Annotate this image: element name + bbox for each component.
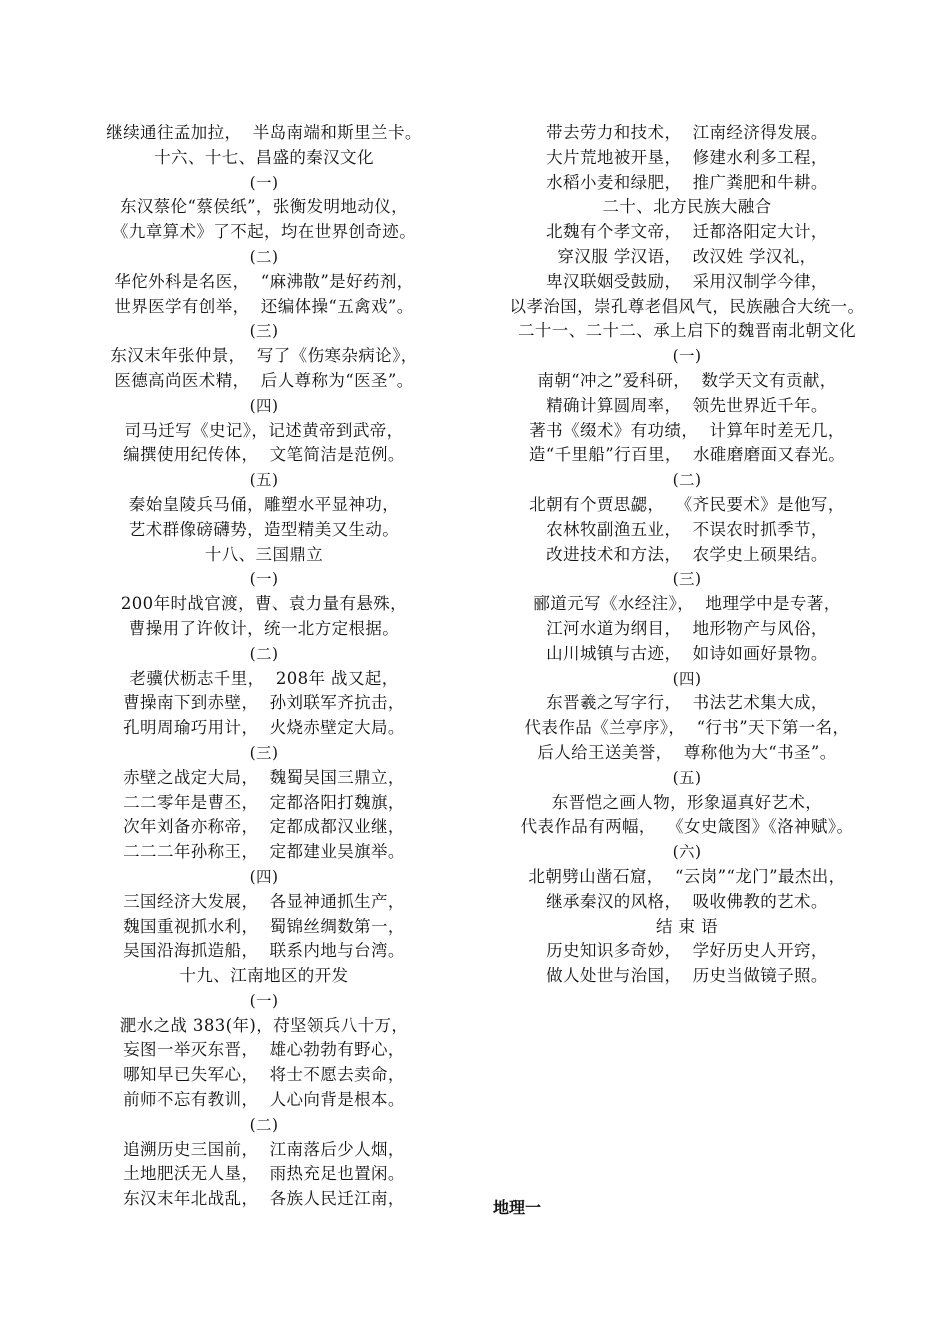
text-line: 穿汉服 学汉语， 改汉姓 学汉礼， (557, 246, 817, 266)
text-line: 曹操用了许攸计，统一北方定根据。 (128, 618, 400, 638)
text-line: 司马迁写《史记》，记述黄帝到武帝， (124, 420, 404, 440)
text-line: 著书《缀术》有功绩， 计算年时差无几， (529, 420, 845, 440)
text-line: 前师不忘有教训， 人心向背是根本。 (123, 1090, 405, 1110)
text-line: 大片荒地被开垦， 修建水利多工程， (546, 147, 828, 167)
text-line: 华佗外科是名医， “麻沸散”是好药剂， (114, 271, 414, 291)
text-line: 卑汉联姻受鼓励， 采用汉制学今律， (546, 271, 828, 291)
text-line: (四) (672, 669, 702, 688)
text-line: 东晋恺之画人物，形象逼真好艺术， (551, 792, 823, 812)
text-line: 结 束 语 (656, 916, 718, 936)
text-line: 十八、三国鼎立 (204, 544, 324, 564)
text-line: 妄图一举灭东晋， 雄心勃勃有野心， (123, 1040, 405, 1060)
text-line: 世界医学有创举， 还编体操“五禽戏”。 (114, 296, 414, 316)
text-line: 造“千里船”行百里， 水碓磨磨面又春光。 (528, 445, 846, 465)
text-line: 代表作品有两幅， 《女史箴图》《洛神赋》。 (520, 817, 854, 837)
text-line: 魏国重视抓水利， 蜀锦丝绸数第一， (123, 916, 405, 936)
text-line: (二) (249, 644, 279, 663)
text-line: 郦道元写《水经注》， 地理学中是专著， (533, 594, 841, 614)
text-line: 江河水道为纲目， 地形物产与风俗， (546, 618, 828, 638)
text-line: (五) (672, 768, 702, 787)
text-line: 淝水之战 383(年)，苻坚领兵八十万， (119, 1015, 409, 1035)
text-line: 医德高尚医术精， 后人尊称为“医圣”。 (114, 370, 414, 390)
text-line: 北魏有个孝文帝， 迁都洛阳定大计， (546, 222, 828, 242)
text-line: 东汉末年张仲景， 写了《伤寒杂病论》， (110, 346, 418, 366)
text-line: 改进技术和方法， 农学史上硕果结。 (546, 544, 828, 564)
text-line: (三) (672, 570, 702, 589)
text-line: 孔明周瑜巧用计， 火烧赤壁定大局。 (123, 718, 405, 738)
text-line: 东汉末年北战乱， 各族人民迁江南， (123, 1189, 405, 1209)
text-line: (一) (672, 347, 702, 366)
text-line: 山川城镇与古迹， 如诗如画好景物。 (546, 643, 828, 663)
text-line: 北朝劈山凿石窟， “云岗”“龙门”最杰出， (528, 866, 846, 886)
text-line: (一) (249, 173, 279, 192)
text-line: 北朝有个贾思勰， 《齐民要术》是他写， (529, 494, 845, 514)
text-line: 二二二年孙称王， 定都建业吴旗举。 (123, 842, 405, 862)
text-line: 哪知早已失军心， 将士不愿去卖命， (123, 1065, 405, 1085)
text-line: (四) (249, 396, 279, 415)
text-line: 精确计算圆周率， 领先世界近千年。 (546, 395, 828, 415)
text-line: 带去劳力和技术， 江南经济得发展。 (546, 123, 828, 142)
text-line: 十九、江南地区的开发 (179, 966, 349, 986)
left-text-column (72, 121, 456, 1212)
text-line: (一) (249, 570, 279, 589)
text-line: 以孝治国，崇孔尊老倡风气，民族融合大统一。 (509, 296, 865, 316)
text-line: (四) (249, 867, 279, 886)
text-line: 土地肥沃无人垦， 雨热充足也置闲。 (123, 1164, 405, 1184)
text-line: 十六、十七、昌盛的秦汉文化 (154, 147, 374, 167)
text-line: 东汉蔡伦“蔡侯纸”，张衡发明地动仪， (119, 197, 409, 217)
text-line: 历史知识多奇妙， 学好历史人开窍， (546, 941, 828, 961)
text-line: 农林牧副渔五业， 不误农时抓季节， (546, 519, 828, 539)
text-line: 水稻小麦和绿肥， 推广粪肥和牛耕。 (546, 172, 828, 192)
text-line: 二十一、二十二、承上启下的魏晋南北朝文化 (518, 321, 856, 341)
text-line: 南朝“冲之”爱科研， 数学天文有贡献， (537, 370, 837, 390)
text-line: 追溯历史三国前， 江南落后少人烟， (123, 1139, 405, 1159)
right-text-column (491, 121, 883, 989)
text-line: 艺术群像磅礴势，造型精美又生动。 (128, 519, 400, 539)
text-line: (六) (672, 843, 702, 862)
text-line: (二) (249, 247, 279, 266)
text-line: 东晋羲之写字行， 书法艺术集大成， (546, 693, 828, 713)
text-line: 《九章算术》了不起，均在世界创奇迹。 (111, 222, 417, 242)
text-line: (二) (672, 471, 702, 490)
text-line: (一) (249, 991, 279, 1010)
text-line: 赤壁之战定大局， 魏蜀吴国三鼎立， (123, 767, 405, 787)
section-label-geography: 地理一 (493, 1198, 542, 1217)
text-line: 二二零年是曹丕， 定都洛阳打魏旗， (123, 792, 405, 812)
text-line: 吴国沿海抓造船， 联系内地与台湾。 (123, 941, 405, 961)
text-line: 继续通往孟加拉， 半岛南端和斯里兰卡。 (106, 123, 422, 142)
text-line: 老骥伏枥志千里， 208年 战又起， (129, 668, 399, 688)
text-line: 二十、北方民族大融合 (602, 197, 772, 217)
text-line: 做人处世与治国， 历史当做镜子照。 (546, 966, 828, 986)
text-line: (五) (249, 471, 279, 490)
text-line: 代表作品《兰亭序》， “行书”天下第一名， (524, 718, 850, 738)
text-line: 次年刘备亦称帝， 定都成都汉业继， (123, 817, 405, 837)
text-line: 秦始皇陵兵马俑，雕塑水平显神功， (128, 494, 400, 514)
text-line: 三国经济大发展， 各显神通抓生产， (123, 891, 405, 911)
text-line: 后人给王送美誉， 尊称他为大“书圣”。 (537, 742, 837, 762)
text-line: 200年时战官渡，曹、袁力量有悬殊， (120, 594, 408, 614)
text-line: (三) (249, 743, 279, 762)
text-line: (二) (249, 1115, 279, 1134)
text-line: 曹操南下到赤壁， 孙刘联军齐抗击， (123, 693, 405, 713)
text-line: 编撰使用纪传体， 文笔简洁是范例。 (123, 445, 405, 465)
text-line: 继承秦汉的风格， 吸收佛教的艺术。 (546, 891, 828, 911)
text-line: (三) (249, 322, 279, 341)
